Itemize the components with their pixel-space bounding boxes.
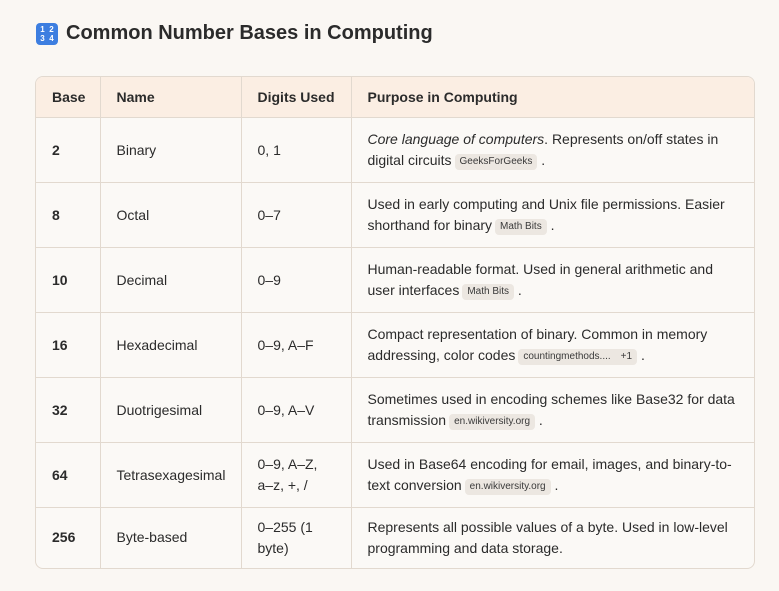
trailing-period: .	[514, 282, 522, 298]
source-citation-chip[interactable]	[465, 479, 551, 495]
source-label: countingmethods....	[523, 351, 611, 362]
table-header-row	[36, 77, 754, 118]
purpose-text: Compact representation of binary. Common in memory addressing, color codes	[367, 326, 708, 363]
cell-base: 256	[36, 508, 100, 568]
source-label: en.wikiversity.org	[469, 481, 546, 492]
table-row	[36, 248, 754, 313]
trailing-period: .	[535, 412, 543, 428]
purpose-text: . Represents on/off states in digital circuits	[367, 131, 719, 168]
table-row	[36, 508, 754, 568]
source-citation-chip[interactable]	[518, 349, 637, 365]
trailing-period: .	[637, 347, 645, 363]
cell-base: 8	[36, 183, 100, 248]
cell-purpose	[351, 183, 754, 248]
header-base: Base	[36, 77, 100, 118]
cell-base: 10	[36, 248, 100, 313]
cell-purpose	[351, 313, 754, 378]
cell-base: 2	[36, 118, 100, 183]
cell-purpose	[351, 118, 754, 183]
number-bases-table	[35, 76, 755, 569]
purpose-text: Used in Base64 encoding for email, images, and binary-to-text conversion	[367, 456, 732, 493]
purpose-emphasis: Core language of computers	[367, 131, 545, 147]
icon-digit: 3	[40, 33, 45, 43]
icon-digit: 4	[49, 33, 54, 43]
trailing-period: .	[546, 217, 555, 233]
cell-purpose	[351, 508, 754, 568]
header-name: Name	[100, 77, 241, 118]
table-row	[36, 378, 754, 443]
source-label: en.wikiversity.org	[454, 416, 531, 427]
header-purpose: Purpose in Computing	[351, 77, 754, 118]
page-title: Common Number Bases in Computing	[66, 22, 433, 44]
cell-digits: 0–9, A–V	[241, 378, 351, 443]
cell-purpose	[351, 443, 754, 508]
cell-purpose	[351, 248, 754, 313]
cell-name: Decimal	[100, 248, 241, 313]
cell-name: Octal	[100, 183, 241, 248]
cell-digits: 0–255 (1 byte)	[241, 508, 351, 568]
purpose-text: Sometimes used in encoding schemes like Base32 for data transmission	[367, 391, 735, 428]
purpose-text: Human-readable format. Used in general arithmetic and user interfaces	[367, 261, 714, 298]
cell-base: 16	[36, 313, 100, 378]
cell-digits: 0–9, A–Z, a–z, +, /	[241, 443, 351, 508]
cell-purpose	[351, 378, 754, 443]
trailing-period: .	[550, 477, 559, 493]
icon-digit: 2	[49, 24, 54, 34]
table-row	[36, 118, 754, 183]
source-citation-chip[interactable]	[462, 284, 514, 300]
cell-name: Duotrigesimal	[100, 378, 241, 443]
cell-digits: 0–9	[241, 248, 351, 313]
cell-name: Binary	[100, 118, 241, 183]
cell-base: 64	[36, 443, 100, 508]
trailing-period: .	[537, 152, 546, 168]
cell-name: Hexadecimal	[100, 313, 241, 378]
purpose-text: Represents all possible values of a byte. Used in low-level programming and data storage.	[367, 518, 728, 556]
table-row	[36, 183, 754, 248]
cell-digits: 0–9, A–F	[241, 313, 351, 378]
table-row	[36, 313, 754, 378]
source-label: GeeksForGeeks	[459, 156, 533, 167]
input-numbers-icon	[36, 23, 58, 45]
purpose-text: Used in early computing and Unix file permissions. Easier shorthand for binary	[367, 196, 725, 233]
cell-name: Byte-based	[100, 508, 241, 568]
source-label: Math Bits	[500, 221, 542, 232]
cell-digits: 0–7	[241, 183, 351, 248]
source-citation-chip[interactable]	[449, 414, 535, 430]
icon-digit: 1	[40, 24, 45, 34]
cell-name: Tetrasexagesimal	[100, 443, 241, 508]
cell-digits: 0, 1	[241, 118, 351, 183]
source-citation-chip[interactable]	[455, 154, 538, 170]
cell-base: 32	[36, 378, 100, 443]
more-sources-count: +1	[620, 351, 633, 362]
table-row	[36, 443, 754, 508]
source-label: Math Bits	[467, 286, 510, 297]
source-citation-chip[interactable]	[495, 219, 547, 235]
header-digits: Digits Used	[241, 77, 351, 118]
page-heading	[36, 22, 433, 45]
